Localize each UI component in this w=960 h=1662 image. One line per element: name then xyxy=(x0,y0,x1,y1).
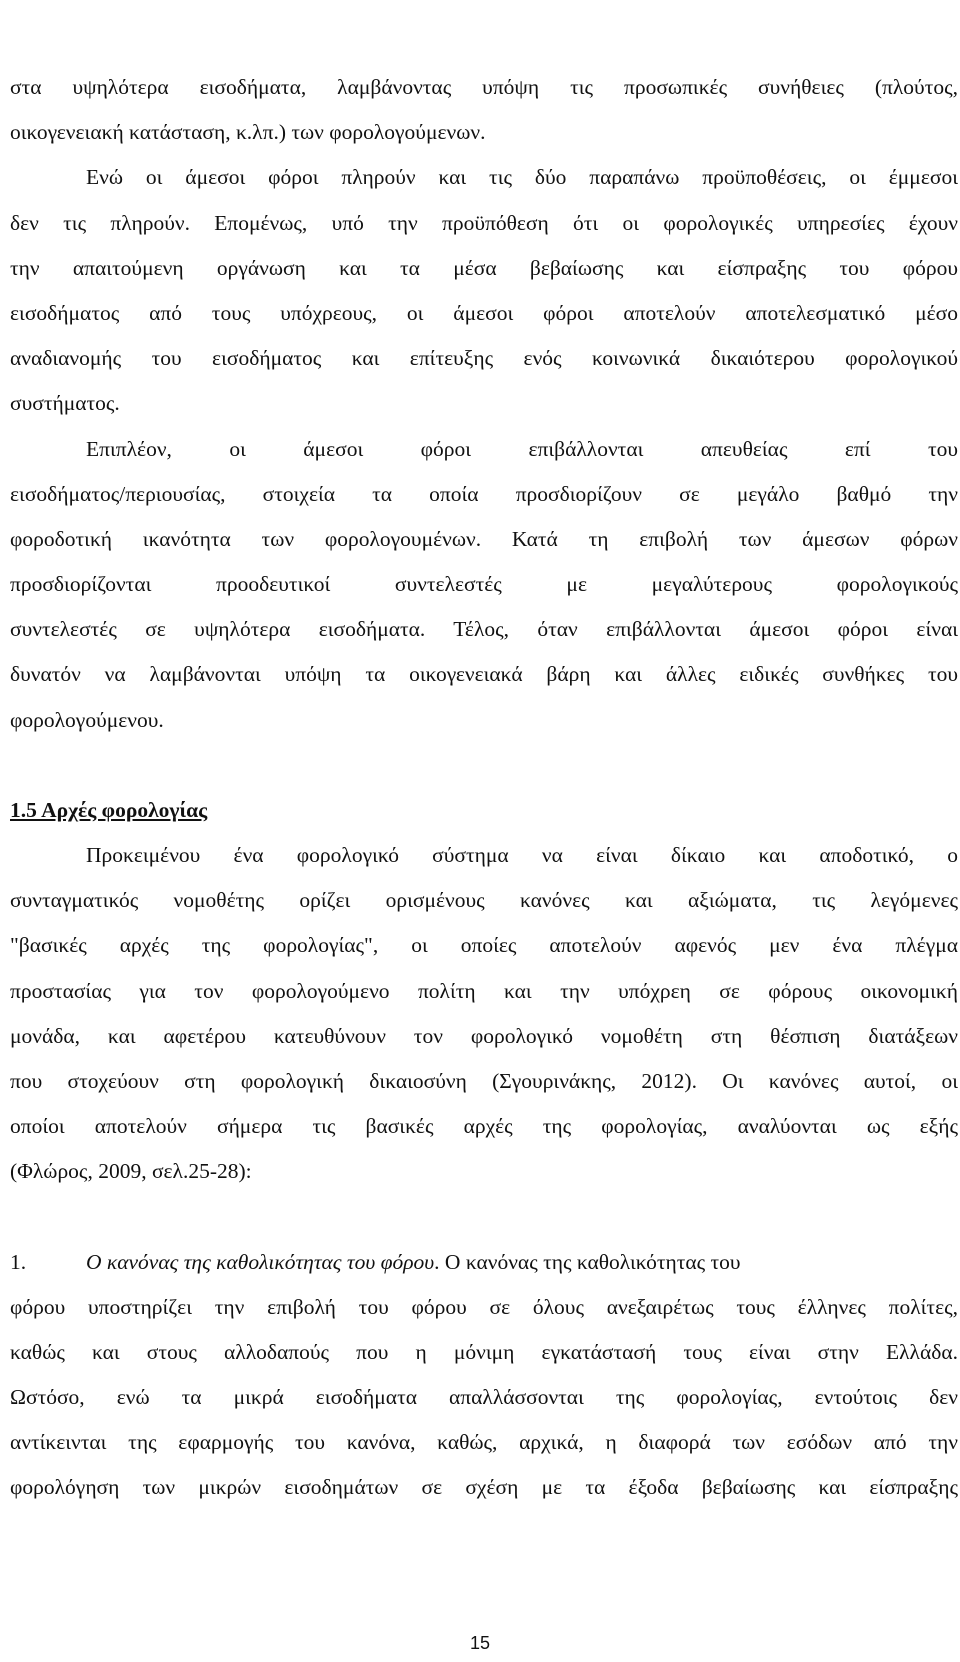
body-line: Ωστόσο, ενώ τα μικρά εισοδήματα απαλλάσσονται της φορολογίας, εντούτοις δεν xyxy=(10,1385,958,1410)
body-line: συστήματος. xyxy=(10,391,120,416)
list-item-text: . Ο κανόνας της καθολικότητας του xyxy=(434,1249,741,1274)
body-line: οποίοι αποτελούν σήμερα τις βασικές αρχές της φορολογίας, αναλύονται ως εξής xyxy=(10,1114,958,1139)
spacer xyxy=(10,1195,958,1240)
body-line: φοροδοτική ικανότητα των φορολογουμένων. Κατά τη επιβολή των άμεσων φόρων xyxy=(10,526,958,551)
body-line: Επιπλέον, οι άμεσοι φόροι επιβάλλονται απευθείας επί του xyxy=(86,436,958,461)
body-line: συντελεστές σε υψηλότερα εισοδήματα. Τέλος, όταν επιβάλλονται άμεσοι φόροι είναι xyxy=(10,617,958,642)
body-line: μονάδα, και αφετέρου κατευθύνουν τον φορολογικό νομοθέτη στη θέσπιση διατάξεων xyxy=(10,1023,958,1048)
body-line: δεν τις πληρούν. Επομένως, υπό την προϋπόθεση ότι οι φορολογικές υπηρεσίες έχουν xyxy=(10,210,958,235)
body-line: οικογενειακή κατάσταση, κ.λπ.) των φορολογούμενων. xyxy=(10,120,486,145)
body-line: Προκειμένου ένα φορολογικό σύστημα να είναι δίκαιο και αποδοτικό, ο xyxy=(86,843,958,867)
body-line: καθώς και στους αλλοδαπούς που η μόνιμη εγκατάστασή τους είναι στην Ελλάδα. xyxy=(10,1339,958,1364)
body-line: συνταγματικός νομοθέτης ορίζει ορισμένους κανόνες και αξιώματα, τις λεγόμενες xyxy=(10,888,958,913)
list-item-number: 1. xyxy=(10,1249,27,1274)
body-line: φορολόγηση των μικρών εισοδημάτων σε σχέση με τα έξοδα βεβαίωσης και είσπραξης xyxy=(10,1475,958,1500)
body-line: "βασικές αρχές της φορολογίας", οι οποίες αποτελούν αφενός μεν ένα πλέγμα xyxy=(10,933,958,958)
document-page xyxy=(10,65,958,1511)
body-line: εισοδήματος/περιουσίας, στοιχεία τα οποία προσδιορίζουν σε μεγάλο βαθμό την xyxy=(10,481,958,506)
body-line: δυνατόν να λαμβάνονται υπόψη τα οικογενειακά βάρη και άλλες ειδικές συνθήκες του xyxy=(10,662,958,687)
body-line: προσδιορίζονται προοδευτικοί συντελεστές με μεγαλύτερους φορολογικούς xyxy=(10,572,958,597)
body-line: φόρου υποστηρίζει την επιβολή του φόρου σε όλους ανεξαιρέτως τους έλληνες πολίτες, xyxy=(10,1294,958,1319)
body-line: εισοδήματος από τους υπόχρεους, οι άμεσοι φόροι αποτελούν αποτελεσματικό μέσο xyxy=(10,300,958,325)
section-heading: 1.5 Αρχές φορολογίας xyxy=(10,797,208,822)
body-line: προστασίας για τον φορολογούμενο πολίτη και την υπόχρεη σε φόρους οικονομική xyxy=(10,978,958,1003)
body-line: αντίκεινται της εφαρμογής του κανόνα, καθώς, αρχικά, η διαφορά των εσόδων από την xyxy=(10,1430,958,1455)
body-line: στα υψηλότερα εισοδήματα, λαμβάνοντας υπόψη τις προσωπικές συνήθειες (πλούτος, xyxy=(10,75,958,99)
page-number: 15 xyxy=(469,1633,491,1653)
list-item-title: Ο κανόνας της καθολικότητας του φόρου xyxy=(86,1249,435,1274)
body-line: (Φλώρος, 2009, σελ.25-28): xyxy=(10,1159,252,1184)
list-item-first-line xyxy=(10,1240,958,1285)
body-line: φορολογούμενου. xyxy=(10,707,164,732)
body-line: που στοχεύουν στη φορολογική δικαιοσύνη (Σγουρινάκης, 2012). Οι κανόνες αυτοί, οι xyxy=(10,1068,958,1093)
body-line: την απαιτούμενη οργάνωση και τα μέσα βεβαίωσης και είσπραξης του φόρου xyxy=(10,255,958,280)
spacer xyxy=(10,743,958,788)
body-line: αναδιανομής του εισοδήματος και επίτευξης ενός κοινωνικά δικαιότερου φορολογικού xyxy=(10,346,958,371)
body-line: Ενώ οι άμεσοι φόροι πληρούν και τις δύο παραπάνω προϋποθέσεις, οι έμμεσοι xyxy=(86,165,958,190)
